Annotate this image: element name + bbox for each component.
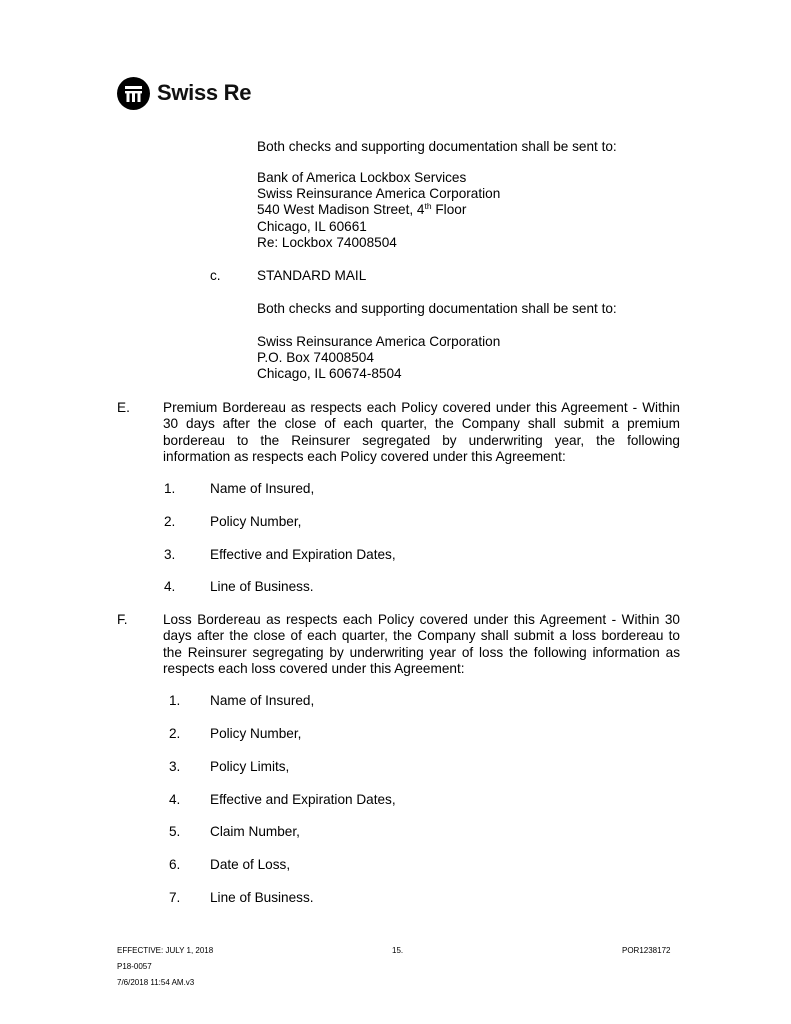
footer-version: 7/6/2018 11:54 AM.v3 [117,978,195,987]
f-item-number: 4. [169,792,181,807]
lockbox-address-line-5: Re: Lockbox 74008504 [257,235,397,250]
f-item-text: Policy Limits, [210,759,290,774]
e-item-number: 1. [164,481,176,496]
lockbox-address-line-2: Swiss Reinsurance America Corporation [257,186,501,201]
item-c-marker: c. [210,268,221,283]
mail-address-line-3: Chicago, IL 60674-8504 [257,366,402,381]
f-item-number: 2. [169,726,181,741]
f-item-text: Name of Insured, [210,693,315,708]
lockbox-address-line-4: Chicago, IL 60661 [257,219,367,234]
mail-address-line-2: P.O. Box 74008504 [257,350,374,365]
e-item-number: 4. [164,579,176,594]
f-item-number: 3. [169,759,181,774]
footer-effective-date: EFFECTIVE: JULY 1, 2018 [117,946,214,955]
f-item-number: 5. [169,824,181,839]
footer-page-number: 15. [392,946,404,955]
e-item-text: Policy Number, [210,514,302,529]
lockbox-intro: Both checks and supporting documentation shall be sent to: [257,139,617,154]
f-item-number: 7. [169,890,181,905]
e-item-number: 3. [164,547,176,562]
f-item-number: 6. [169,857,181,872]
mail-address-line-1: Swiss Reinsurance America Corporation [257,334,501,349]
f-item-text: Policy Number, [210,726,302,741]
e-item-text: Effective and Expiration Dates, [210,547,396,562]
swiss-re-logo [117,76,251,110]
e-item-text: Line of Business. [210,579,314,594]
swiss-re-emblem-icon [117,77,150,110]
section-e-marker: E. [117,400,130,415]
logo-wordmark: Swiss Re [157,80,252,105]
e-item-number: 2. [164,514,176,529]
section-e-paragraph: Premium Bordereau as respects each Policy covered under this Agreement - Within 30 days after the close of each quarter, the Company shall submit a premium bordereau to the Reinsurer segregated by underwriting year, the following information as respects each Policy covered under this Agreement: [163,400,680,464]
lockbox-address-line-1: Bank of America Lockbox Services [257,170,467,185]
standard-mail-intro: Both checks and supporting documentation shall be sent to: [257,301,617,316]
lockbox-address-line-3: 540 West Madison Street, 4th Floor [257,201,467,217]
section-f-paragraph: Loss Bordereau as respects each Policy covered under this Agreement - Within 30 days after the close of each quarter, the Company shall submit a loss bordereau to the Reinsurer segregating by underwriting year of loss the following information as respects each loss covered under this Agreement: [163,612,680,676]
f-item-text: Effective and Expiration Dates, [210,792,396,807]
f-item-text: Date of Loss, [210,857,291,872]
f-item-text: Claim Number, [210,824,300,839]
footer-reference: P18-0057 [117,962,152,971]
e-item-text: Name of Insured, [210,481,315,496]
f-item-number: 1. [169,693,181,708]
f-item-text: Line of Business. [210,890,314,905]
footer-document-id: POR1238172 [622,946,671,955]
item-c-title: STANDARD MAIL [257,268,367,283]
section-f-marker: F. [117,612,128,627]
